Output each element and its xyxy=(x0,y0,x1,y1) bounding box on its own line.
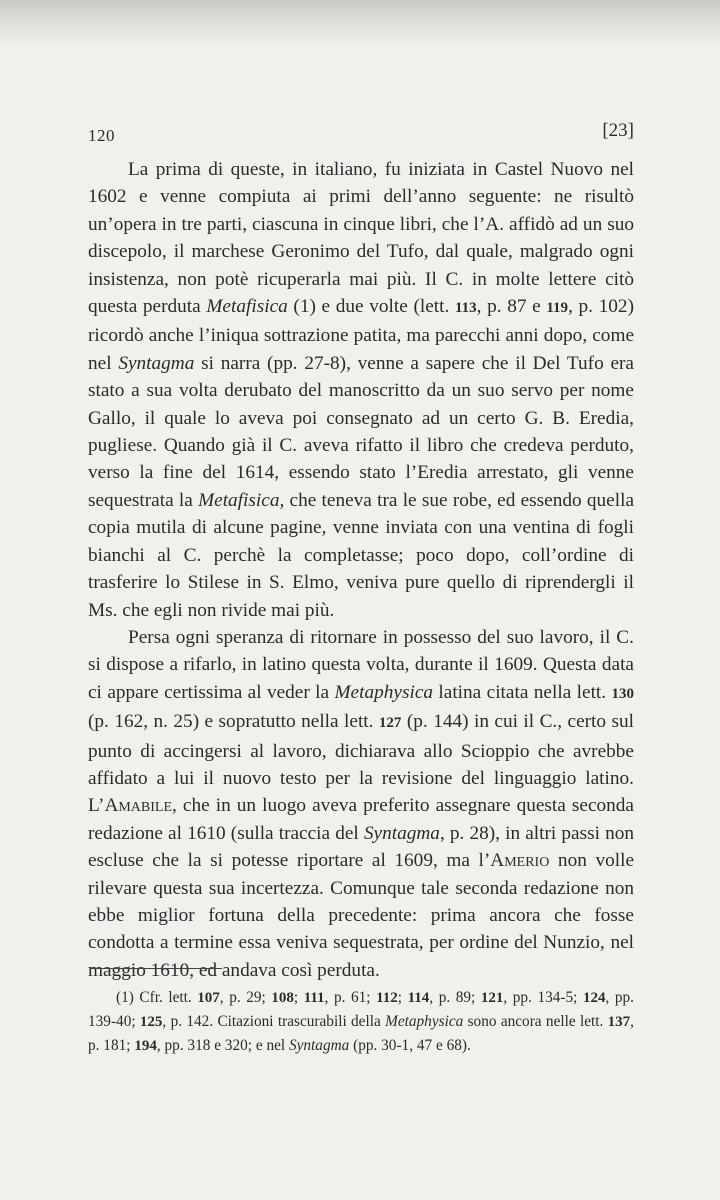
text-segment: Metaphysica xyxy=(334,681,434,703)
footnote-segment: ; xyxy=(293,989,304,1006)
text-segment: si narra (pp. 27-8), venne a sapere che il Del Tufo era stato a sua volta derubato del manoscritto da un suo servo per nome Gallo, il quale lo aveva poi consegnato ad un certo G. B. Eredia, pugliese. Quando già il C. aveva rifatto il libro che credeva perduto, verso la fine del 1614, essendo stato l’Eredia arrestato, gli venne sequestrata la xyxy=(88,352,634,511)
footnote-1 xyxy=(88,986,634,1058)
text-segment: Metafisica, xyxy=(198,489,285,511)
text-segment: (p. 162, n. 25) e sopratutto nella lett. xyxy=(88,711,379,733)
footnote-segment: 124 xyxy=(582,990,606,1006)
paragraph-2 xyxy=(88,624,634,984)
page-header xyxy=(88,120,634,150)
text-segment: , p. 102) ricordò anche l’iniqua sottrazione patita, ma parecchi anni dopo, come nel xyxy=(88,296,634,374)
scan-top-shadow xyxy=(0,0,720,48)
footnote-segment: , p. 142. Citazioni trascurabili della xyxy=(162,1013,386,1030)
text-segment: (p. 144) in cui il C., certo sul punto di accingersi al lavoro, dichiarava allo Scioppio che avrebbe affidato a lui il nuovo testo per la revisione del linguaggio latino. L’ xyxy=(88,711,634,817)
text-segment: , p. 87 e xyxy=(476,296,547,318)
body-text xyxy=(88,156,634,984)
text-segment: 119 xyxy=(546,300,569,317)
footnote-segment: 125 xyxy=(139,1014,163,1030)
footnote-divider xyxy=(90,968,222,969)
footnote-segment: 121 xyxy=(480,990,504,1006)
text-segment: (1) e due volte (lett. xyxy=(287,296,455,318)
text-segment: 130 xyxy=(611,685,634,702)
footnote-segment: , p. 181; xyxy=(88,1013,634,1054)
text-segment: Syntagma xyxy=(363,822,440,844)
footnote-segment: 114 xyxy=(407,990,430,1006)
text-segment: , che in un luogo aveva preferito assegnare questa seconda redazione al 1610 (sulla traccia del xyxy=(88,795,634,844)
page-number: 120 xyxy=(88,126,115,145)
paragraph-1 xyxy=(88,156,634,624)
footnote-segment: 107 xyxy=(197,990,220,1006)
footnote-segment: (1) Cfr. lett. xyxy=(116,989,198,1006)
section-number: [23] xyxy=(602,120,634,141)
text-segment: non volle rilevare questa sua incertezza. Comunque tale seconda redazione non ebbe miglior fortuna della precedente: prima ancora che fosse condotta a termine essa veniva sequestrata, per ordine del Nunzio, nel maggio 1610, ed andava così perduta. xyxy=(88,850,634,981)
footnote-segment: 111 xyxy=(303,990,325,1006)
footnote-segment: 108 xyxy=(271,990,294,1006)
footnote-segment: , pp. 134-5; xyxy=(503,989,583,1006)
text-segment: La prima di queste, in italiano, fu iniziata in Castel Nuovo nel 1602 e venne compiuta ai primi dell’anno seguente: ne risultò un’opera in tre parti, ciascuna in cinque libri, che l’A. affidò ad un suo discepolo, il marchese Geronimo del Tufo, dal quale, malgrado ogni insistenza, non potè ricuperarla mai più. Il C. in molte lettere citò questa perduta xyxy=(88,159,634,318)
footnote-segment: ; xyxy=(397,989,408,1006)
text-segment: Syntagma xyxy=(118,352,195,374)
footnotes xyxy=(88,986,634,1058)
footnote-segment: , p. 89; xyxy=(429,989,481,1006)
footnote-segment: sono ancora nelle lett. xyxy=(463,1013,608,1030)
footnote-segment: 137 xyxy=(607,1014,631,1030)
text-segment: Persa ogni speranza di ritornare in possesso del suo lavoro, il C. si dispose a rifarlo, in latino questa volta, durante il 1609. Questa data ci appare certissima al veder la xyxy=(88,626,634,703)
footnote-segment: Syntagma xyxy=(288,1037,350,1054)
text-segment: latina citata nella lett. xyxy=(433,681,612,703)
text-segment: che teneva tra le sue robe, ed essendo quella copia mutila di alcune pagine, venne inviata con una ventina di fogli bianchi al C. perchè la completasse; poco dopo, coll’ordine di trasferire lo Stilese in S. Elmo, veniva pure quello di riprendergli il Ms. che egli non rivide mai più. xyxy=(88,489,634,621)
text-segment: , p. 28), in altri passi non escluse che la si potesse riportare al 1609, ma l’ xyxy=(88,822,634,872)
text-segment: Amerio xyxy=(490,850,550,872)
text-segment: 113 xyxy=(454,300,477,317)
footnote-segment: Metaphysica xyxy=(385,1013,464,1030)
footnote-segment: 194 xyxy=(134,1038,157,1054)
footnote-segment: 112 xyxy=(376,990,398,1006)
text-segment: 127 xyxy=(378,715,402,732)
footnote-segment: , pp. 139-40; xyxy=(88,989,635,1030)
text-segment: Amabile xyxy=(104,795,173,817)
footnote-segment: , pp. 318 e 320; e nel xyxy=(156,1037,289,1054)
footnote-segment: , p. 29; xyxy=(219,989,272,1006)
text-segment: Metafisica xyxy=(206,296,288,318)
footnote-segment: , p. 61; xyxy=(324,989,377,1006)
footnote-segment: (pp. 30-1, 47 e 68). xyxy=(349,1037,471,1054)
